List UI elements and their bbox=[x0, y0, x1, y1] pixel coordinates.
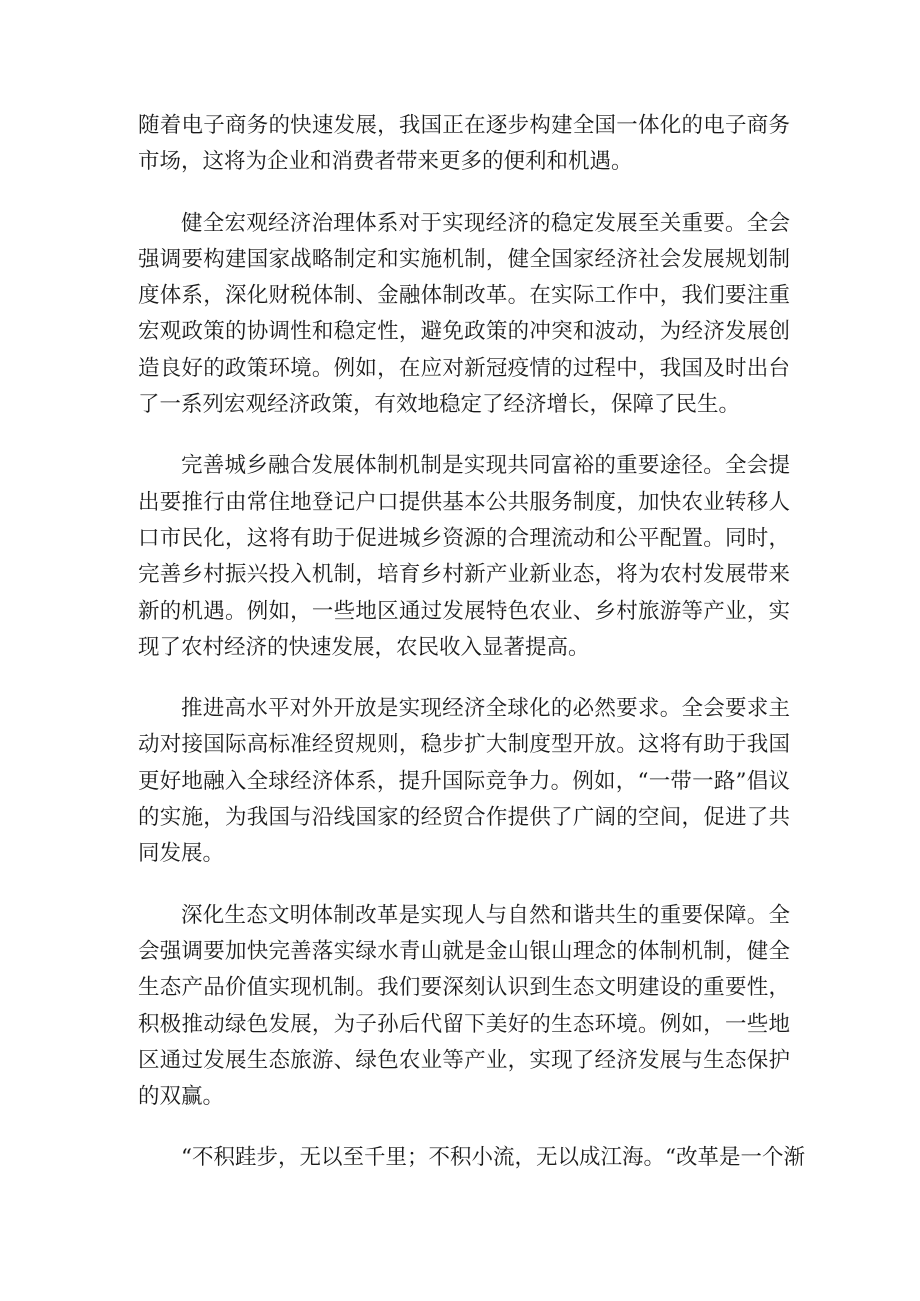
paragraph-ecommerce: 随着电子商务的快速发展，我国正在逐步构建全国一体化的电子商务市场，这将为企业和消费者带来更多的便利和机遇。 bbox=[138, 113, 790, 175]
paragraph-ecological: 深化生态文明体制改革是实现人与自然和谐共生的重要保障。全会强调要加快完善落实绿水青山就是金山银山理念的体制机制，健全生态产品价值实现机制。我们要深刻认识到生态文明建设的重要性，积极推动绿色发展，为子孙后代留下美好的生态环境。例如，一些地区通过发展生态旅游、绿色农业等产业，实现了经济发展与生态保护的双赢。 bbox=[138, 902, 790, 1110]
paragraph-urban-rural: 完善城乡融合发展体制机制是实现共同富裕的重要途径。全会提出要推行由常住地登记户口提供基本公共服务制度，加快农业转移人口市民化，这将有助于促进城乡资源的合理流动和公平配置。同时，完善乡村振兴投入机制，培育乡村新产业新业态，将为农村发展带来新的机遇。例如，一些地区通过发展特色农业、乡村旅游等产业，实现了农村经济的快速发展，农民收入显著提高。 bbox=[138, 453, 790, 660]
document-body bbox=[138, 108, 805, 1177]
paragraph-quote: “不积跬步，无以至千里；不积小流，无以成江海。“改革是一个渐 bbox=[181, 1145, 805, 1171]
paragraph-macro-governance: 健全宏观经济治理体系对于实现经济的稳定发展至关重要。全会强调要构建国家战略制定和实施机制，健全国家经济社会发展规划制度体系，深化财税体制、金融体制改革。在实际工作中，我们要注重宏观政策的协调性和稳定性，避免政策的冲突和波动，为经济发展创造良好的政策环境。例如，在应对新冠疫情的过程中，我国及时出台了一系列宏观经济政策，有效地稳定了经济增长，保障了民生。 bbox=[138, 210, 790, 418]
paragraph-opening-up: 推进高水平对外开放是实现经济全球化的必然要求。全会要求主动对接国际高标准经贸规则，稳步扩大制度型开放。这将有助于我国更好地融入全球经济体系，提升国际竞争力。例如，“一带一路”倡议的实施，为我国与沿线国家的经贸合作提供了广阔的空间，促进了共同发展。 bbox=[138, 696, 790, 867]
